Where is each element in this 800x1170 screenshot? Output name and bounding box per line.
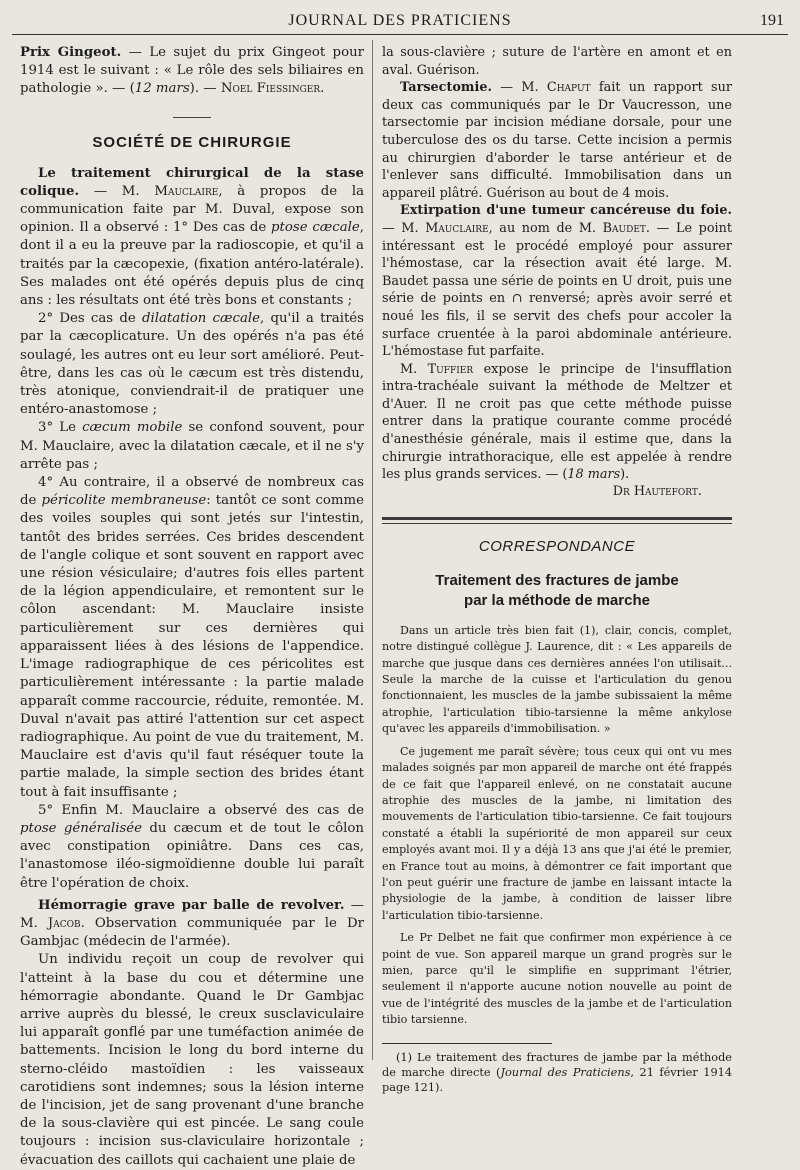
stase-paragraph-3: [20, 419, 364, 474]
text-span: Observation communiquée par le Dr Gambjac (médecin de l'armée).: [20, 915, 364, 950]
stase-paragraph-2: [20, 310, 364, 419]
italic-term: ptose cæcale: [271, 220, 360, 236]
signature: Dr Hautefort.: [612, 483, 702, 499]
stase-paragraph-1: [20, 165, 364, 311]
italic-term: dilatation cæcale: [141, 311, 261, 327]
text-span: 3° Le: [38, 420, 83, 436]
text-span: M.: [400, 361, 428, 377]
extirpation-paragraph: [382, 202, 732, 360]
text-span: : tantôt ce sont comme des voiles souples qui sont jetés sur l'intestin, tantôt des brides serrées. Ces brides descendent de l'angle colique et sont souvent en rapport avec une résion vésiculaire; d'autres fois elles partent de la légion appendiculaire, et remontent sur le côlon ascendant: M. Mauclaire insiste particulièrement sur ces dernières qui apparaissent liées à des lésions de l'appendice. L'image radiographique de ces péricolites est particulièrement intéressante : la partie malade apparaît comme raccourcie, réduite, remontée. M. Duval n'avait pas attiré l'attention sur cet aspect radiographique. Au point de vue du traitement, M. Mauclaire est d'avis qu'il faut réséquer toute la partie malade, la simple section des brides étant tout à fait insuffisante ;: [20, 493, 364, 800]
text-span: — M.: [79, 183, 155, 199]
author-name: Jacob.: [47, 915, 85, 931]
italic-term: ptose généralisée: [20, 820, 143, 836]
article-title-line-2: par la méthode de marche: [464, 591, 650, 609]
section-title: SOCIÉTÉ DE CHIRURGIE: [92, 133, 292, 151]
date-italic: 18 mars: [567, 467, 621, 483]
author-name: Tuffier: [427, 361, 474, 377]
stase-heading: Le traitement chirurgical de la stase colique.: [20, 165, 364, 199]
text-span: du cæcum et de tout le côlon avec constipation opiniâtre. Dans ces cas, l'anastomose iléo-sigmoïdienne double lui paraît être l'opération de choix.: [20, 820, 364, 891]
article-paragraph-1: Dans un article très bien fait (1), clair, concis, complet, notre distingué collègue J. Laurence, dit : « Les appareils de marche que jusque dans ces dernières années l'on utilisait... Seule la marche de la cuisse et l'articulation du genou fonctionnaient, les muscles de la jambe subissaient la même atrophie, l'articulation tibio-tarsienne la même ankylose qu'avec les appareils d'immobilisation. »: [382, 623, 732, 736]
right-column: [382, 44, 732, 1095]
prix-end: ). —: [189, 81, 221, 97]
italic-term: péricolite membraneuse: [41, 493, 207, 509]
tarsectomie-heading: Tarsectomie.: [400, 80, 492, 96]
text-span: expose le principe de l'insufflation intra-trachéale suivant la méthode de Meltzer et d'Auer. Il ne croit pas que cette méthode puisse entrer dans la pratique courante comme procédé d'anesthésie générale, mais il estime que, dans la chirurgie intrathoracique, elle est appelée à rendre les plus grands services. — (: [382, 361, 732, 483]
hemorragie-paragraph-2: Un individu reçoit un coup de revolver qui l'atteint à la base du cou et détermine une hémorragie abondante. Quand le Dr Gambjac arrive auprès du blessé, le creux susclaviculaire lui apparaît gonflé par une tuméfaction animée de battements. Incision le long du bord interne du sterno-cléido mastoïdien : les vaisseaux carotidiens sont indemnes; sous la lésion interne de l'incision, jet de sang provenant d'une branche de la sous-clavière qui est pincée. Le sang coule toujours : incision sus-claviculaire horizontale ; évacuation des caillots qui cachaient une plaie de: [20, 952, 364, 1168]
continuation-paragraph: la sous-clavière ; suture de l'artère en amont et en aval. Guérison.: [382, 45, 732, 78]
journal-title: JOURNAL DES PRATICIENS: [288, 12, 512, 29]
thick-separator: [382, 517, 732, 520]
text-span: . — Le point intéressant est le procédé employé pour assurer l'hémostase, car la résection avait été large. M. Baudet passa une série de points en U droit, puis une série de points en ∩ renversé; après avoir serré et noué les fils, il se servit des chefs pour accoler la surface cruentée à la paroi abdominale antérieure. L'hémostase fut parfaite.: [382, 220, 733, 360]
hemorragie-heading: Hémorragie grave par balle de revolver.: [38, 897, 345, 913]
text-span: 4° Au contraire, il a observé de nombreux cas de: [20, 475, 364, 509]
journal-name: Journal des Praticiens: [500, 1065, 631, 1079]
text-span: , qu'il a traités par la cæcoplicature. Un des opérés n'a pas été soulagé, les autres ont eu leur sort amélioré. Peut-être, dans les cas où le cæcum est très distendu, très atonique, conviendrait-il de pratiquer une entéro-anastomose ;: [20, 311, 364, 418]
italic-term: cæcum mobile: [82, 420, 183, 436]
article-paragraph-2: Ce jugement me paraît sévère; tous ceux qui ont vu mes malades soignés par mon appareil de marche ont été frappés de ce fait que l'appareil enlevé, on ne constatait aucune atrophie des muscles de la jambe, ni limitation des mouvements de l'articulation tibio-tarsienne. Ce fait toujours constaté a établi la supériorité de mon appareil sur ceux employés avant moi. Il y a déjà 13 ans que j'ai été le premier, en France tout au moins, à démontrer ce fait important que l'on peut guérir une fracture de jambe en laissant intacte la physiologie de la jambe, à condition de laisser libre l'articulation tibio-tarsienne.: [382, 744, 732, 922]
stase-paragraph-4: [20, 474, 364, 802]
extirpation-heading: Extirpation d'une tumeur cancéreuse du foie.: [400, 203, 732, 219]
text-span: (1) Le traitement des fractures de jambe par la méthode de marche directe (: [382, 1050, 732, 1079]
author-name: Chaput: [546, 80, 591, 96]
prix-gingeot-paragraph: [20, 44, 364, 99]
text-span: — M.: [382, 220, 426, 236]
section-separator: [173, 117, 211, 118]
author-name: Mauclaire: [425, 220, 489, 236]
article-title-line-1: Traitement des fractures de jambe: [435, 571, 679, 589]
text-span: — M.: [20, 897, 365, 931]
prix-text: — Le sujet du prix Gingeot pour 1914 est le suivant : « Le rôle des sels biliaires en pathologie ». — (: [20, 45, 364, 97]
text-span: , à propos de la communication faite par M. Duval, expose son opinion. Il a observé : 1° Des cas de: [20, 183, 364, 236]
text-span: , dont il a eu la preuve par la radioscopie, et qu'il a traités par la cæcopexie, (fixation antéro-latérale). Ses malades ont été opérés depuis plus de cinq ans : les résultats ont été très bons et constants ;: [20, 220, 364, 309]
article-title: [382, 571, 732, 611]
running-header: [12, 6, 788, 35]
prix-heading: Prix Gingeot.: [20, 45, 122, 60]
author-name: Mauclaire: [154, 183, 219, 199]
hemorragie-paragraph-1: [20, 897, 364, 952]
correspondance-title: CORRESPONDANCE: [478, 537, 636, 555]
left-column: [20, 44, 364, 1170]
article-paragraph-3: Le Pr Delbet ne fait que confirmer mon expérience à ce point de vue. Son appareil marque un grand progrès sur le mien, parce qu'il le simplifie en supprimant l'étrier, seulement il n'apporte aucune notion nouvelle au point de vue de l'intégrité des muscles de la jambe et de l'articulation tibio tarsienne.: [382, 931, 732, 1027]
prix-author: Noel Fiessinger.: [220, 81, 325, 97]
footnote-rule: [382, 1043, 552, 1044]
prix-date: 12 mars: [134, 81, 190, 97]
text-span: — M.: [491, 80, 547, 96]
text-span: , au nom de M.: [488, 220, 603, 236]
tuffier-paragraph: [382, 361, 732, 484]
text-span: ).: [620, 467, 630, 483]
tarsectomie-paragraph: [382, 79, 732, 202]
text-span: 2° Des cas de: [38, 311, 142, 327]
text-span: , 21 février 1914 page 121).: [382, 1065, 733, 1094]
author-name: Baudet: [602, 220, 646, 236]
thin-separator: [382, 523, 732, 524]
text-span: fait un rapport sur deux cas communiqués par le Dr Vaucresson, une tarsectomie par incision médiane dorsale, pour une tuberculose des os du tarse. Cette incision a permis au chirurgien d'aborder le tarse antérieur et de l'enlever sans difficulté. Immobilisation dans un appareil plâtré. Guérison au bout de 4 mois.: [382, 80, 732, 201]
text-span: 5° Enfin M. Mauclaire a observé des cas de: [38, 802, 364, 818]
text-span: se confond souvent, pour M. Mauclaire, avec la dilatation cæcale, et il ne s'y arrête pas ;: [20, 420, 364, 472]
stase-paragraph-5: [20, 802, 364, 893]
page-number: 191: [760, 12, 784, 29]
footnote: [382, 1050, 732, 1095]
column-divider: [372, 40, 373, 1060]
